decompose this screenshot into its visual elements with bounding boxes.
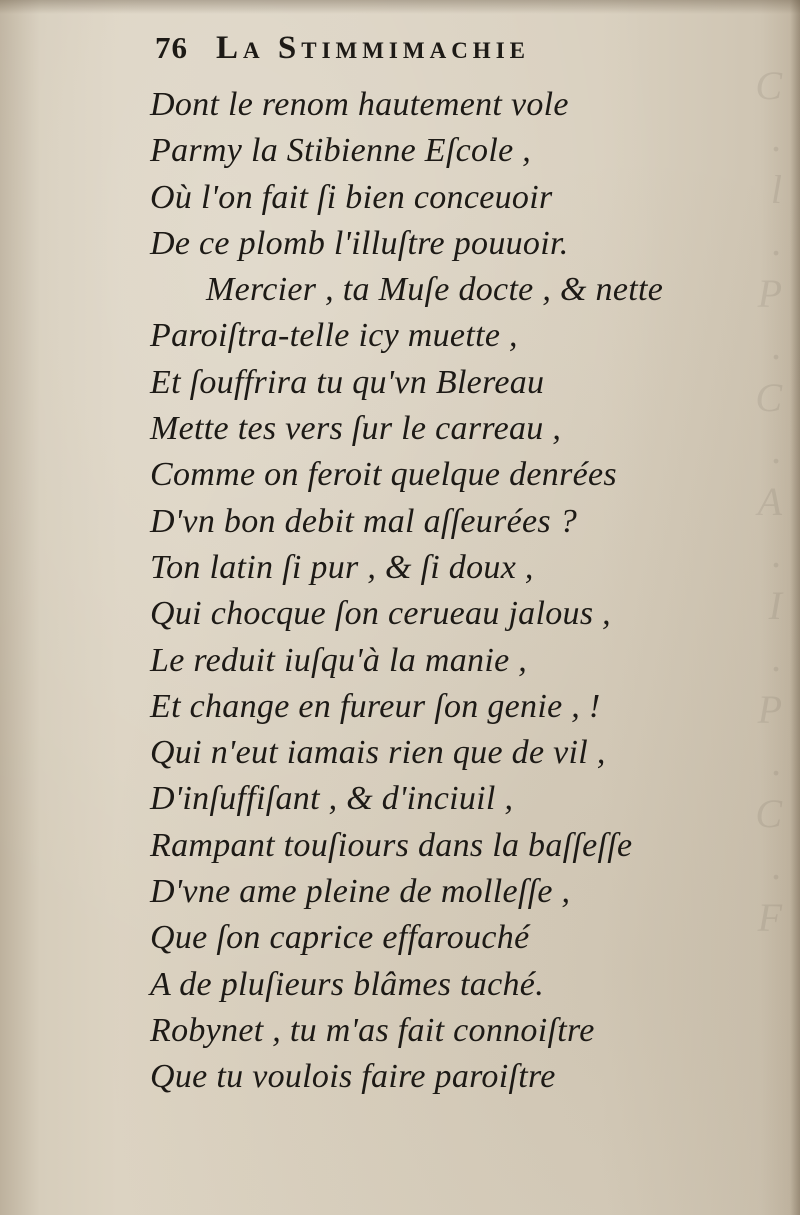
verse-line: Robynet , tu m'as fait connoiſtre	[150, 1011, 595, 1049]
page-right-edge	[790, 0, 800, 1215]
verse-line: De ce plomb l'illuſtre pouuoir.	[150, 224, 569, 262]
verse-line: Que ſon caprice effarouché	[150, 919, 530, 957]
running-title: La Stimmimachie	[216, 30, 530, 66]
verse-line: Mette tes vers ſur le carreau ,	[150, 410, 562, 448]
verse-line: A de pluſieurs blâmes taché.	[150, 965, 544, 1003]
verse-line: Comme on feroit quelque denrées	[150, 456, 617, 494]
verse-line: Où l'on fait ſi bien conceuoir	[150, 178, 553, 216]
verse-line: Rampant touſiours dans la baſſeſſe	[150, 826, 633, 864]
verse-line: Et ſouffrira tu qu'vn Blereau	[150, 363, 545, 401]
verse-line: Paroiſtra-telle icy muette ,	[150, 317, 518, 355]
poem-text	[150, 82, 780, 1101]
verse-line: Mercier , ta Muſe docte , & nette	[206, 271, 664, 309]
page-top-shadow	[0, 0, 800, 14]
verse-line: Qui n'eut iamais rien que de vil ,	[150, 734, 606, 772]
verse-line: Parmy la Stibienne Eſcole ,	[150, 132, 532, 170]
verse-line: Et change en fureur ſon genie , !	[150, 687, 601, 725]
verse-line: Que tu voulois faire paroiſtre	[150, 1058, 556, 1096]
page-number: 76	[155, 30, 188, 65]
verse-line: Dont le renom hautement vole	[150, 86, 569, 123]
verse-line: D'vn bon debit mal aſſeurées ?	[150, 502, 578, 540]
running-head	[155, 30, 695, 76]
verse-line: Qui chocque ſon cerueau jalous ,	[150, 595, 611, 633]
verse-line: D'vne ame pleine de molleſſe ,	[150, 873, 571, 911]
verse-line: Le reduit iuſqu'à la manie ,	[150, 641, 528, 679]
verse-line: D'inſuffiſant , & d'inciuil ,	[150, 780, 514, 818]
verse-line: Ton latin ſi pur , & ſi doux ,	[150, 548, 534, 586]
bleed-through-texture: C . l . P . C . A . I . P . C . F	[755, 63, 782, 940]
